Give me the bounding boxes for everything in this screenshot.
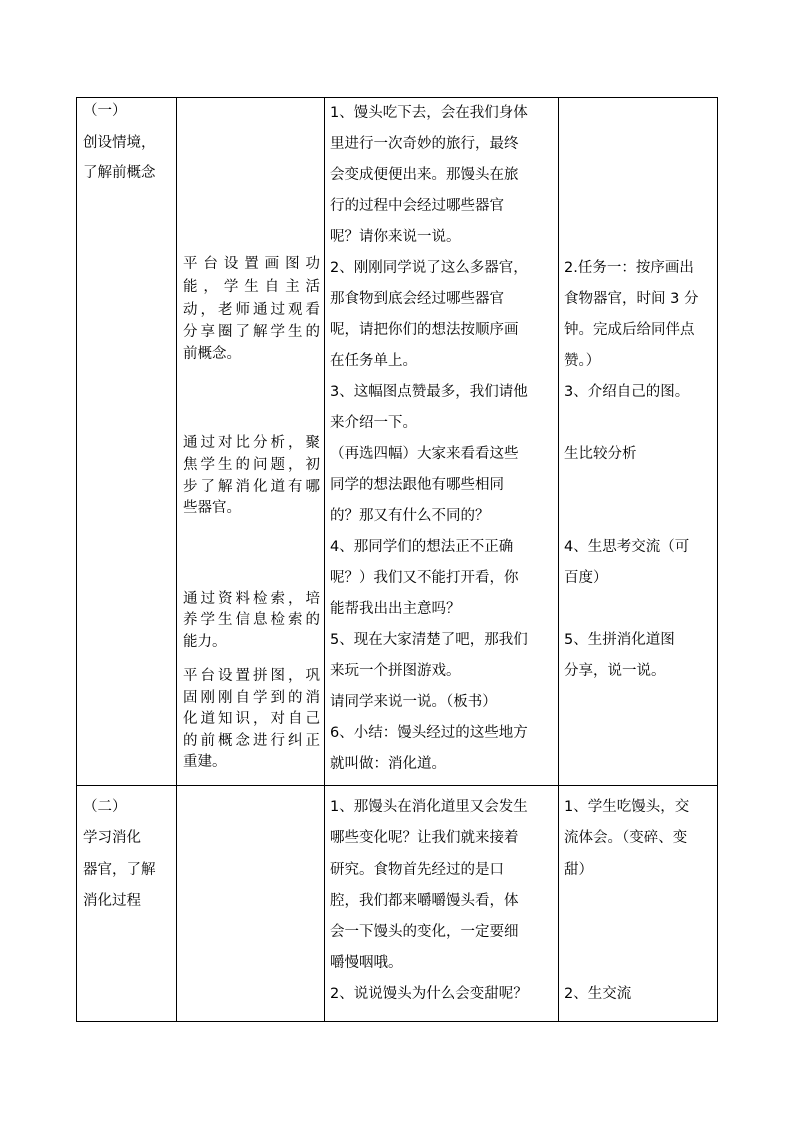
stage-line: 消化过程	[83, 893, 141, 909]
teacher-line: 呢？请你来说一说。	[330, 229, 461, 245]
column-divider	[558, 97, 559, 1022]
design-note-line: 通过对比分析，聚	[183, 435, 320, 451]
teacher-line: 在任务单上。	[330, 353, 417, 369]
student-line: 3、介绍自己的图。	[564, 384, 690, 400]
table-left-border	[76, 97, 77, 1022]
design-note-line: 的前概念进行纠正	[183, 733, 320, 749]
teacher-line: 来介绍一下。	[330, 415, 417, 431]
design-note-line: 养学生信息检索的	[183, 612, 320, 628]
table-bottom-border	[76, 1021, 718, 1022]
student-line: 1、学生吃馒头，交	[564, 799, 690, 815]
teacher-line: 3、这幅图点赞最多，我们请他	[330, 384, 528, 400]
column-divider	[324, 97, 325, 1022]
student-line: 2、生交流	[564, 986, 632, 1002]
teacher-line: 腔，我们都来嚼嚼馒头看，体	[330, 893, 519, 909]
column-divider	[176, 97, 177, 1022]
design-note-line: 化道知识，对自己	[183, 711, 320, 727]
stage-line: 器官，了解	[83, 862, 156, 878]
stage-line: （一）	[83, 103, 127, 119]
student-line: 赞。）	[564, 353, 601, 369]
student-line: 4、生思考交流（可	[564, 539, 690, 555]
design-note-line: 动，老师通过观看	[183, 302, 320, 318]
stage-line: （二）	[83, 799, 127, 815]
teacher-line: 嚼慢咽哦。	[330, 955, 403, 971]
teacher-line: 2、说说馒头为什么会变甜呢？	[330, 986, 528, 1002]
teacher-line: 里进行一次奇妙的旅行，最终	[330, 136, 519, 152]
teacher-line: 1、那馒头在消化道里又会发生	[330, 799, 528, 815]
student-line: 百度）	[564, 570, 608, 586]
teacher-line: 呢，请把你们的想法按顺序画	[330, 322, 519, 338]
table-right-border	[717, 97, 718, 1022]
student-line: 钟。完成后给同伴点	[564, 322, 695, 338]
teacher-line: 5、现在大家清楚了吧，那我们	[330, 632, 528, 648]
student-line: 生比较分析	[564, 446, 637, 462]
design-note-line: 平台设置拼图，巩	[183, 668, 320, 684]
teacher-line: 就叫做：消化道。	[330, 756, 446, 772]
teacher-line: 6、小结：馒头经过的这些地方	[330, 725, 528, 741]
design-note-line: 前概念。	[183, 346, 241, 362]
design-note-line: 通过资料检索，培	[183, 591, 320, 607]
teacher-line: 的？那又有什么不同的？	[330, 508, 490, 524]
design-note-line: 固刚刚自学到的消	[183, 690, 320, 706]
student-line: 5、生拼消化道图	[564, 632, 675, 648]
design-note-line: 能，学生自主活	[183, 279, 320, 295]
teacher-line: 那食物到底会经过哪些器官	[330, 291, 504, 307]
design-note-line: 重建。	[183, 754, 227, 770]
design-note-line: 能力。	[183, 634, 227, 650]
student-line: 2.任务一：按序画出	[564, 260, 694, 276]
student-line: 食物器官，时间 3 分	[564, 291, 699, 307]
teacher-line: 能帮我出出主意吗？	[330, 601, 461, 617]
student-line: 甜）	[564, 862, 593, 878]
student-line: 流体会。（变碎、变	[564, 830, 688, 846]
stage-line: 了解前概念	[83, 165, 156, 181]
teacher-line: 请同学来说一说。（板书）	[330, 694, 497, 710]
student-line: 分享，说一说。	[564, 663, 666, 679]
design-note-line: 些器官。	[183, 500, 241, 516]
teacher-line: 研究。食物首先经过的是口	[330, 862, 504, 878]
row-divider	[76, 785, 718, 786]
teacher-line: 会变成便便出来。那馒头在旅	[330, 167, 519, 183]
teacher-line: 会一下馒头的变化，一定要细	[330, 924, 519, 940]
teacher-line: 2、刚刚同学说了这么多器官，	[330, 260, 528, 276]
stage-line: 创设情境，	[83, 135, 156, 151]
teacher-line: 同学的想法跟他有哪些相同	[330, 477, 504, 493]
design-note-line: 平台设置画图功	[183, 256, 320, 272]
teacher-line: 1、馒头吃下去，会在我们身体	[330, 105, 528, 121]
design-note-line: 焦学生的问题，初	[183, 457, 320, 473]
teacher-line: （再选四幅）大家来看看这些	[330, 446, 519, 462]
design-note-line: 步了解消化道有哪	[183, 479, 320, 495]
teacher-line: 呢？）我们又不能打开看，你	[330, 570, 519, 586]
design-note-line: 分享圈了解学生的	[183, 324, 320, 340]
teacher-line: 哪些变化呢？让我们就来接着	[330, 830, 519, 846]
teacher-line: 4、那同学们的想法正不正确	[330, 539, 514, 555]
teacher-line: 行的过程中会经过哪些器官	[330, 198, 504, 214]
stage-line: 学习消化	[83, 830, 141, 846]
teacher-line: 来玩一个拼图游戏。	[330, 663, 461, 679]
